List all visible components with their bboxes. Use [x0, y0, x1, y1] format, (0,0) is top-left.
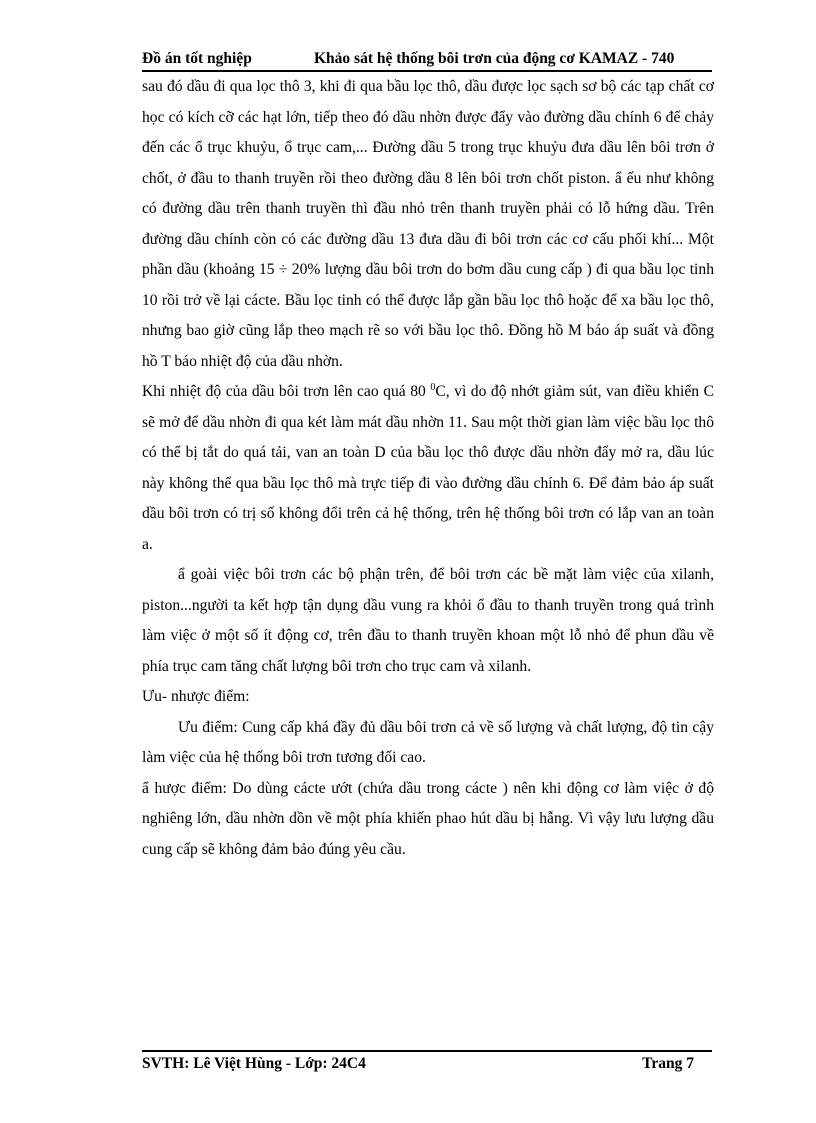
section-heading-pros-cons: Ưu- nhược điểm: — [142, 688, 250, 705]
paragraph-temperature-rest: C, vì do độ nhớt giảm sút, van điều khiển C sẽ mở để dầu nhờn đi qua két làm mát dầu nhờn 11. Sau một thời gian làm việc bầu lọc thô có thể bị tắt do quá tải, van an toàn D của bầu lọc thô được dầu nhờn đẩy mở ra, dầu lúc này không thể qua bầu lọc thô mà trực tiếp đi vào đường dầu chính 6. Để đảm bảo áp suất dầu bôi trơn có trị số không đổi trên cả hệ thống, trên hệ thống bôi trơn có lắp van an toàn a. — [142, 383, 714, 553]
page-footer — [142, 1055, 694, 1075]
page-body — [142, 72, 714, 865]
paragraph-additional-lubrication: ẩ goài việc bôi trơn các bộ phận trên, để bôi trơn các bề mặt làm việc của xilanh, piston...người ta kết hợp tận dụng dầu vung ra khỏi ổ đầu to thanh truyền trong quá trình làm việc ở một số ít động cơ, trên đầu to thanh truyền khoan một lỗ nhỏ để phun dầu về phía trục cam tăng chất lượng bôi trơn cho trục cam và xilanh. — [142, 566, 714, 675]
paragraph-disadvantages: ẩ hược điểm: Do dùng cácte ướt (chứa dầu trong cácte ) nên khi động cơ làm việc ở độ nghiêng lớn, dầu nhờn dồn về một phía khiến phao hút dầu bị hẫng. Vì vậy lưu lượng dầu cung cấp sẽ không đảm bảo đúng yêu cầu. — [142, 779, 714, 858]
footer-rule — [142, 1050, 712, 1052]
header-document-title: Khảo sát hệ thống bôi trơn của động cơ KAMAZ - 740 — [314, 50, 675, 67]
paragraph-temperature-lead: Khi nhiệt độ của dầu bôi trơn lên cao quá 80 — [142, 383, 431, 400]
degree-superscript: 0 — [430, 382, 436, 393]
paragraph-oil-flow: sau đó dầu đi qua lọc thô 3, khi đi qua bầu lọc thô, dầu được lọc sạch sơ bộ các tạp chất cơ học có kích cỡ các hạt lớn, tiếp theo đó dầu nhờn được đẩy vào đường dầu chính 6 để chảy đến các ổ trục khuỷu, ổ trục cam,... Đường dầu 5 trong trục khuỷu đưa dầu lên bôi trơn ở chốt, ở đầu to thanh truyền rồi theo đường dầu 8 lên bôi trơn chốt piston. ẩ ếu như không có đường dầu trên thanh truyền thì đầu nhỏ trên thanh truyền phải có lỗ hứng dầu. Trên đường dầu chính còn có các đường dầu 13 đưa dầu đi bôi trơn các cơ cấu phối khí... Một phần dầu (khoảng 15 ÷ 20% lượng dầu bôi trơn do bơm dầu cung cấp ) đi qua bầu lọc tinh 10 rồi trở về lại cácte. Bầu lọc tinh có thể được lắp gần bầu lọc thô hoặc để xa bầu lọc thô, nhưng bao giờ cũng lắp theo mạch rẽ so với bầu lọc thô. Đồng hồ M báo áp suất và đồng hồ T báo nhiệt độ của dầu nhờn. — [142, 78, 714, 370]
footer-author: SVTH: Lê Việt Hùng - Lớp: 24C4 — [142, 1055, 366, 1072]
header-document-type: Đồ án tốt nghiệp — [142, 50, 252, 67]
footer-page-number: Trang 7 — [642, 1055, 694, 1072]
paragraph-advantages: Ưu điểm: Cung cấp khá đầy đủ dầu bôi trơn cả về số lượng và chất lượng, độ tin cậy làm việc của hệ thống bôi trơn tương đối cao. — [142, 718, 714, 766]
paragraph-temperature-control — [142, 377, 714, 560]
page-header — [142, 50, 712, 70]
